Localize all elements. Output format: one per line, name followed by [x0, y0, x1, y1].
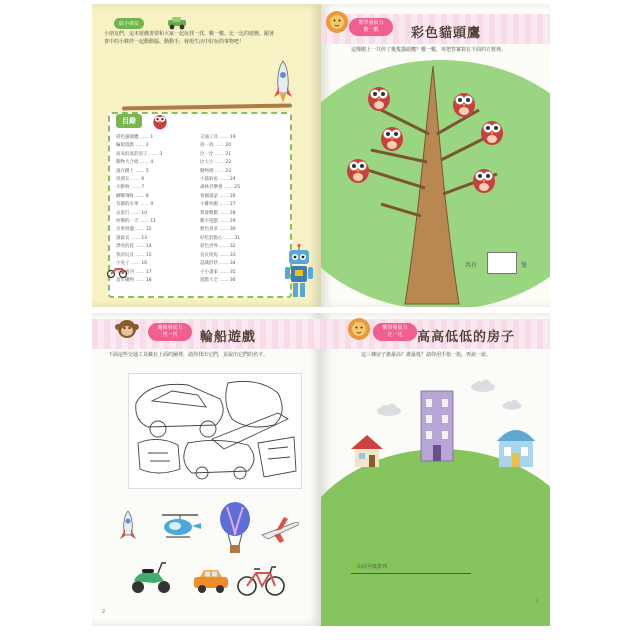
- scooter-icon: [128, 559, 174, 595]
- robot-icon: [284, 244, 314, 300]
- airplane-icon: [258, 515, 302, 545]
- toc-item[interactable]: 小兔子 …… 16: [116, 261, 148, 267]
- toc-item[interactable]: 蝴蝶飛呀 …… 8: [116, 193, 149, 199]
- toc-item[interactable]: 我會數數 …… 28: [200, 210, 236, 216]
- cloud-icon: [375, 403, 403, 417]
- toc-item[interactable]: 比一比 …… 21: [200, 151, 232, 157]
- bottom-spread: [92, 313, 550, 626]
- toc-item[interactable]: 小雞快跑 …… 27: [200, 202, 236, 208]
- branch-decoration: [122, 104, 292, 111]
- toc-item[interactable]: 找朋友 …… 6: [116, 177, 145, 183]
- cloud-icon: [469, 379, 497, 393]
- owl-2: [451, 88, 477, 118]
- instruction-text: 下面這些交通工具藏在上面的圖裡，請你找出它們，並說出它們的名字。: [108, 352, 269, 358]
- rocket-icon: [272, 59, 294, 105]
- toc-item[interactable]: 有趣的水果 …… 9: [116, 202, 154, 208]
- page-title: 輪船遊戲: [200, 330, 257, 345]
- green-hill: [321, 449, 550, 626]
- intro-text: 小朋友們，這本遊戲書要和大家一起玩找一找、數一數、比一比的遊戲。跟著書中的小夥伴一起動動腦、動動手，發現生活中好玩的事物吧！: [104, 31, 275, 45]
- helicopter-icon: [158, 511, 202, 541]
- toc-item[interactable]: 彩色貓頭鷹 …… 1: [116, 135, 154, 140]
- toc-item[interactable]: 找一找 …… 20: [200, 143, 232, 149]
- car-icon: [166, 16, 188, 30]
- owl-5: [345, 154, 371, 184]
- lion-icon: [325, 10, 349, 36]
- car-icon: [192, 567, 230, 595]
- toc-item[interactable]: 看圖說話 …… 26: [200, 193, 236, 199]
- toc-item[interactable]: 動物大合唱 …… 4: [116, 160, 154, 166]
- motorcycle-icon: [106, 264, 128, 278]
- toc-item[interactable]: 小小畫家 …… 35: [200, 269, 236, 275]
- answer-prefix: 由高至低排列: [357, 564, 388, 570]
- toc-item[interactable]: 超市購物 …… 18: [116, 277, 152, 283]
- toc-item[interactable]: 去旅行 …… 10: [116, 210, 148, 216]
- toc-item[interactable]: 認識形狀 …… 34: [200, 261, 236, 267]
- owl-3: [379, 122, 405, 152]
- intro-page: [92, 4, 321, 307]
- small-house: [349, 431, 385, 471]
- answer-box[interactable]: [487, 252, 517, 274]
- hidden-picture-drawing: [128, 373, 300, 487]
- owl-4: [479, 116, 505, 146]
- toc-item[interactable]: 顏色真多 …… 30: [200, 227, 236, 233]
- monkey-icon: [114, 317, 140, 341]
- cloud-icon: [501, 399, 523, 411]
- owl-icon: [152, 112, 168, 130]
- page-number: 3: [535, 599, 539, 605]
- toc-item[interactable]: 小熊過河 …… 17: [116, 269, 152, 275]
- hot-air-balloon-icon: [218, 501, 252, 555]
- tall-building: [417, 387, 457, 463]
- toc-item[interactable]: 好吃的點心 …… 31: [200, 235, 241, 241]
- toc-item[interactable]: 彩色世界 …… 32: [200, 244, 236, 250]
- toc-item[interactable]: 長長短短 …… 33: [200, 252, 236, 258]
- instruction-text: 這三棟房子誰最高？誰最低？請你用手指一指，再說一說。: [361, 352, 492, 358]
- owl-6: [471, 164, 497, 194]
- answer-prefix: 共有: [465, 262, 478, 269]
- transport-page: [92, 313, 321, 626]
- answer-suffix: 隻: [521, 262, 528, 269]
- toc-item[interactable]: 水果拼盤 …… 12: [116, 227, 152, 233]
- top-spread: [92, 4, 550, 307]
- bicycle-icon: [236, 563, 286, 597]
- dome-house: [493, 419, 539, 471]
- owl-page: [321, 4, 550, 307]
- toc-item[interactable]: 我的玩具 …… 15: [116, 252, 152, 258]
- toc-right-column: [200, 134, 240, 285]
- toc-item[interactable]: 交通工具 …… 19: [200, 135, 236, 140]
- toc-item[interactable]: 森林音樂會 …… 25: [200, 185, 241, 191]
- toc-item[interactable]: 遊戲大全 …… 36: [200, 277, 236, 283]
- instruction-text: 這棵樹上一共停了幾隻貓頭鷹？數一數，再把答案寫在下面的方框裡。: [351, 47, 507, 53]
- skill-badge: 觀察發展力 比一比: [373, 323, 417, 341]
- toc-item[interactable]: 誰在樹上 …… 5: [116, 168, 149, 174]
- skill-badge: 邏輯發展力 找一找: [148, 323, 192, 341]
- toc-label: 目錄: [116, 114, 142, 128]
- toc-item[interactable]: 比大小 …… 22: [200, 160, 232, 166]
- page-number: 2: [102, 609, 106, 615]
- lion-icon: [347, 317, 371, 343]
- toc-item[interactable]: 輪船遊戲 …… 2: [116, 143, 149, 149]
- page-title: 彩色貓頭鷹: [411, 26, 482, 41]
- rocket-icon: [118, 509, 138, 545]
- houses-page: [321, 313, 550, 626]
- toc-item[interactable]: 快樂的一天 …… 11: [116, 219, 157, 225]
- intro-tag: 給小朋友: [114, 18, 144, 29]
- toc-item[interactable]: 小動物 …… 7: [116, 185, 145, 191]
- toc-item[interactable]: 動物園 …… 23: [200, 168, 232, 174]
- toc-item[interactable]: 數字遊戲 …… 29: [200, 219, 236, 225]
- skill-badge: 數學發展力 數一數: [349, 18, 393, 36]
- page-title: 高高低低的房子: [417, 330, 516, 345]
- owl-1: [366, 82, 392, 112]
- toc-item[interactable]: 高高低低的房子 …… 3: [116, 151, 163, 157]
- toc-item[interactable]: 誰最長 …… 13: [116, 235, 148, 241]
- toc-left-column: [116, 134, 162, 285]
- toc-item[interactable]: 小貓釣魚 …… 24: [200, 177, 236, 183]
- answer-line[interactable]: [351, 573, 471, 574]
- toc-item[interactable]: 漂亮的花 …… 14: [116, 244, 152, 250]
